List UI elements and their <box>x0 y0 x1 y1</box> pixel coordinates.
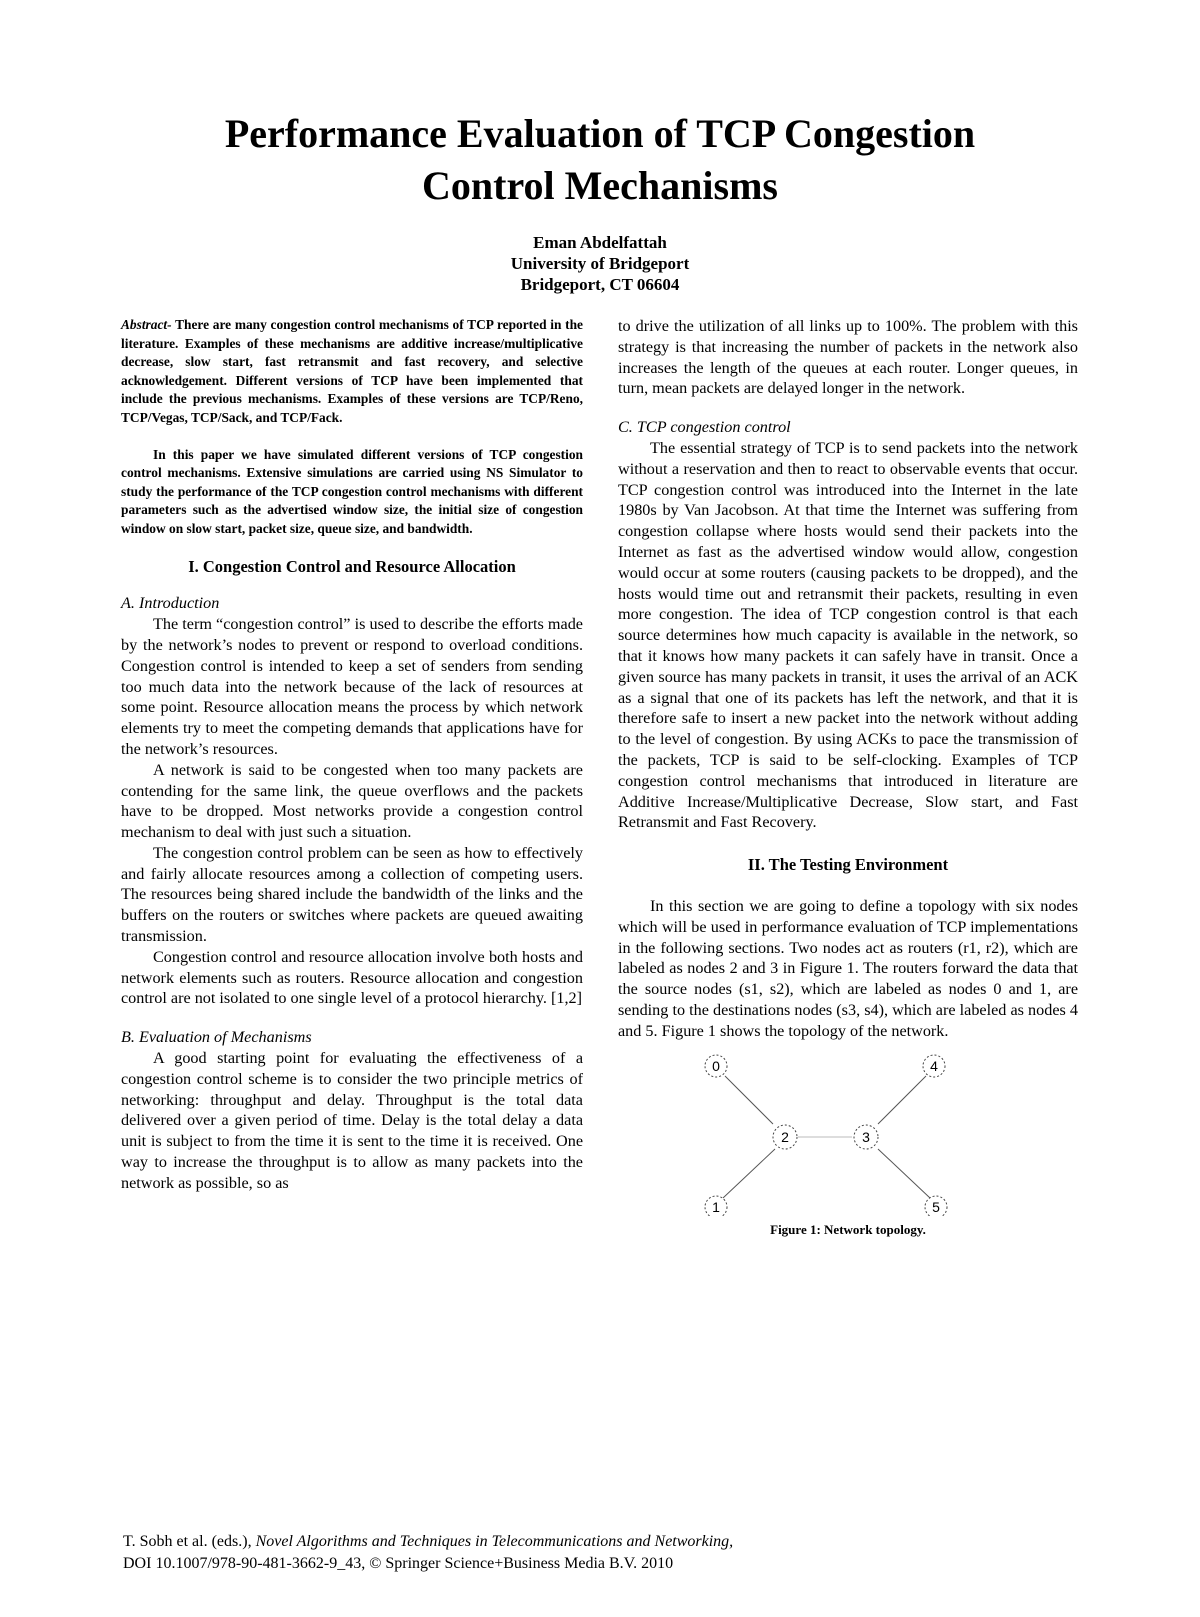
figure-caption: Figure 1: Network topology. <box>770 1221 926 1237</box>
left-column <box>121 316 583 1194</box>
abstract-paragraph-2: In this paper we have simulated different versions of TCP congestion control mechanisms. Extensive simulations are carried using NS Simulator to study the performance of the TCP congestion control mechanisms with different parameters such as the advertised window size, the initial size of congestion window on slow start, packet size, queue size, and bandwidth. <box>121 446 583 536</box>
testing-environment-paragraph: In this section we are going to define a topology with six nodes which will be used in performance evaluation of TCP implementations in the following sections. Two nodes act as routers (r1, r2), which are labeled as nodes 2 and 3 in Figure 1. The routers forward the data that the source nodes (s1, s2), which are labeled as nodes 0 and 1, are sending to the destinations nodes (s3, s4), which are labeled as nodes 4 and 5. Figure 1 shows the topology of the network. <box>618 896 1078 1040</box>
node-1 <box>705 1196 727 1216</box>
author-name: Eman Abdelfattah <box>533 233 667 252</box>
subsection-c-heading: C. TCP congestion control <box>618 418 791 437</box>
subsection-b-heading: B. Evaluation of Mechanisms <box>121 1028 312 1047</box>
author-location: Bridgeport, CT 06604 <box>520 275 680 294</box>
title-line-2: Control Mechanisms <box>422 163 778 208</box>
node-1-label: 1 <box>712 1198 720 1215</box>
footer-doi: DOI 10.1007/978-90-481-3662-9_43, © Springer Science+Business Media B.V. 2010 <box>123 1555 674 1572</box>
footer-book-title: Novel Algorithms and Techniques in Telecommunications and Networking, <box>255 1533 734 1550</box>
intro-paragraph-1: The term “congestion control” is used to describe the efforts made by the network’s nodes to prevent or respond to overload conditions. Congestion control is intended to keep a set of senders from sending too much data into the network because of the lack of resources at some point. Resource allocation means the process by which network elements try to meet the competing demands that applications have for the network’s resources. <box>121 615 583 758</box>
network-topology-diagram <box>618 1046 1078 1216</box>
node-5 <box>925 1196 947 1216</box>
footer-citation <box>123 1531 1083 1553</box>
node-2 <box>773 1125 797 1149</box>
intro-paragraph-2: A network is said to be congested when too many packets are contending for the same link, the queue overflows and the packets have to be dropped. Most networks provide a congestion control mechanism to deal with just such a situation. <box>121 760 583 842</box>
intro-paragraph-4: Congestion control and resource allocation involve both hosts and network elements such as routers. Resource allocation and congestion control are not isolated to one single level of a protocol hierarchy. [1,2] <box>121 947 583 1008</box>
subsection-a-heading: A. Introduction <box>121 594 220 613</box>
link-3-4 <box>878 1076 926 1124</box>
network-topology-figure <box>618 1046 1078 1246</box>
abstract-label: Abstract- <box>121 317 172 332</box>
node-0-label: 0 <box>712 1057 720 1074</box>
link-3-5 <box>878 1149 930 1198</box>
page-footer <box>123 1531 1083 1575</box>
link-0-2 <box>725 1076 773 1124</box>
tcp-congestion-paragraph: The essential strategy of TCP is to send packets into the network without a reservation and then to react to observable events that occur. TCP congestion control was introduced into the Internet in the late 1980s by Van Jacobson. At that time the Internet was suffering from congestion collapse where hosts would send their packets into the Internet as fast as the advertised window would allow, congestion would occur at some routers (causing packets to be dropped), and the hosts would time out and retransmit their packets, resulting in even more congestion. The idea of TCP congestion control is that each source determines how much capacity is available in the network, so that it knows how many packets it can safely have in transit. Once a given source has many packets in transit, it uses the arrival of an ACK as a signal that one of its packets has left the network, and that it is therefore safe to insert a new packet into the network without adding to the level of congestion. By using ACKs to pace the transmission of the packets, TCP is said to be self-clocking. Examples of TCP congestion control mechanisms that introduced in literature are Additive Increase/Multiplicative Decrease, Slow start, and Fast Retransmit and Fast Recovery. <box>618 438 1078 832</box>
node-4-label: 4 <box>930 1057 938 1074</box>
abstract-paragraph-1 <box>121 316 583 428</box>
author-block <box>0 232 1200 295</box>
evaluation-paragraph: A good starting point for evaluating the effectiveness of a congestion control scheme is to consider the two principle metrics of networking: throughput and delay. Throughput is the total data delivered over a given period of time. Delay is the total delay a data unit is subject to from the time it is sent to the time it is received. One way to increase the throughput is to allow as many packets into the network as possible, so as <box>121 1049 583 1192</box>
node-3 <box>854 1125 878 1149</box>
abstract-text-1: There are many congestion control mechanisms of TCP reported in the literature. Examples of these mechanisms are additive increase/multiplicative decrease, slow start, fast retransmit and fast recovery, and selective acknowledgement. Different versions of TCP have been implemented that include the previous mechanisms. Examples of these versions are TCP/Reno, TCP/Vegas, TCP/Sack, and TCP/Fack. <box>121 317 583 425</box>
title-line-1: Performance Evaluation of TCP Congestion <box>224 111 976 156</box>
section-1-heading: I. Congestion Control and Resource Allocation <box>188 556 516 576</box>
evaluation-paragraph-continued: to drive the utilization of all links up to 100%. The problem with this strategy is that increasing the number of packets in the network also increases the length of the queues at each router. Longer queues, in turn, mean packets are delayed longer in the network. <box>618 317 1078 398</box>
paper-title <box>0 108 1200 212</box>
section-2-heading: II. The Testing Environment <box>747 855 949 875</box>
node-5-label: 5 <box>932 1198 940 1215</box>
node-3-label: 3 <box>862 1128 870 1145</box>
node-2-label: 2 <box>781 1128 789 1145</box>
footer-editors: T. Sobh et al. (eds.), <box>123 1533 256 1550</box>
author-affiliation: University of Bridgeport <box>510 254 690 273</box>
intro-paragraph-3: The congestion control problem can be seen as how to effectively and fairly allocate resources among a collection of competing users. The resources being shared include the bandwidth of the links and the buffers on the routers or switches where packets are queued awaiting transmission. <box>121 843 583 946</box>
link-1-2 <box>723 1149 775 1198</box>
node-0 <box>705 1055 727 1077</box>
node-4 <box>923 1055 945 1077</box>
right-column <box>618 316 1078 1246</box>
